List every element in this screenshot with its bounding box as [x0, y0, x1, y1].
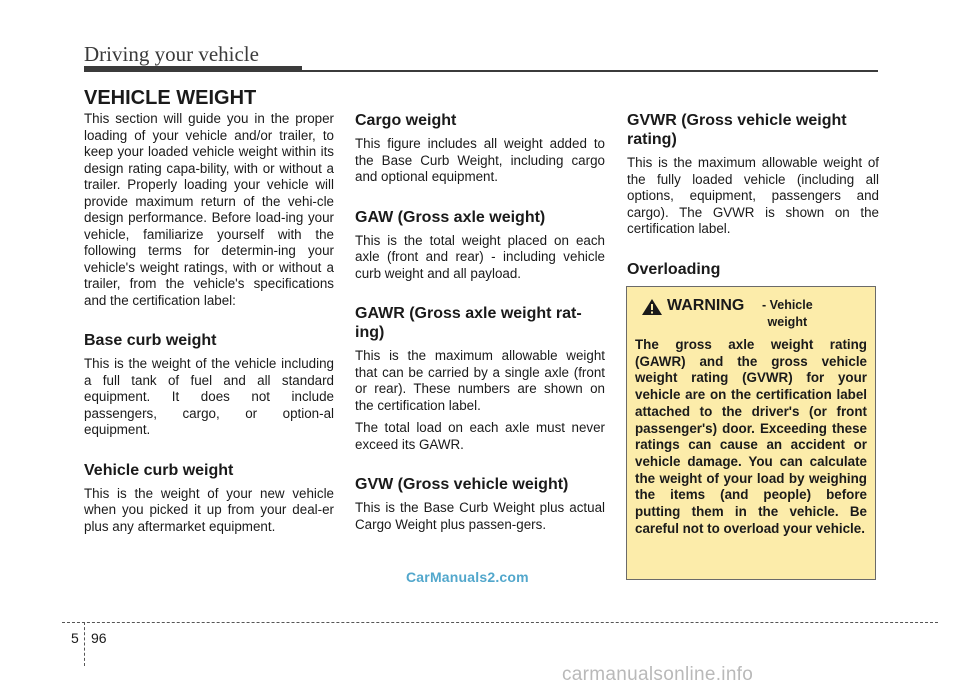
column-right	[627, 111, 879, 285]
overloading-heading: Overloading	[627, 260, 721, 278]
header-title: Driving your vehicle	[84, 42, 259, 66]
column-left	[84, 111, 334, 541]
vehicle-curb-heading: Vehicle curb weight	[84, 461, 234, 479]
warning-label: WARNING	[667, 297, 745, 314]
base-curb-paragraph: This is the weight of the vehicle including a full tank of fuel and all standard equipment. It does not include passengers, cargo, or option-al equipment.	[84, 356, 334, 437]
site-watermark: carmanualsonline.info	[562, 664, 754, 685]
gvwr-heading: GVWR (Gross vehicle weight rating)	[627, 112, 847, 148]
watermark-link[interactable]: CarManuals2.com	[406, 569, 529, 585]
header-rule-thick	[84, 66, 302, 72]
warning-subtitle: - Vehicle weight	[761, 298, 813, 329]
footer-divider	[84, 622, 85, 666]
footer-rule	[62, 622, 938, 623]
section-title: VEHICLE WEIGHT	[84, 87, 257, 109]
header-rule-thin	[302, 70, 878, 72]
gvwr-paragraph: This is the maximum allowable weight of the fully loaded vehicle (including all options, equipment, passengers and cargo). The GVWR is shown on the certification label.	[627, 155, 879, 236]
gawr-paragraph-1: This is the maximum allowable weight that can be carried by a single axle (front or rear). These numbers are shown on the certification label.	[355, 348, 605, 413]
column-middle	[355, 111, 605, 539]
page-number: 96	[91, 630, 107, 646]
warning-triangle-icon	[641, 298, 663, 316]
gawr-heading: GAWR (Gross axle weight rat-ing)	[355, 305, 582, 341]
chapter-number: 5	[71, 630, 79, 646]
gvw-heading: GVW (Gross vehicle weight)	[355, 476, 569, 493]
gvw-paragraph: This is the Base Curb Weight plus actual Cargo Weight plus passen-gers.	[355, 500, 605, 532]
warning-box	[626, 286, 876, 580]
gaw-heading: GAW (Gross axle weight)	[355, 208, 546, 226]
cargo-heading: Cargo weight	[355, 112, 457, 129]
warning-header	[635, 297, 867, 331]
gawr-paragraph-2: The total load on each axle must never exceed its GAWR.	[355, 420, 605, 452]
gaw-paragraph: This is the total weight placed on each axle (front and rear) - including vehicle curb weight and all payload.	[355, 232, 605, 281]
warning-text: The gross axle weight rating (GAWR) and the gross vehicle weight rating (GVWR) for your vehicle are on the certification label attached to the driver's (or front passenger's) door. Exceeding these ratings can cause an accident or vehicle damage. You can calculate the weight of your load by weighing the items (and people) before putting them in the vehicle. Be careful not to overload your vehicle.	[635, 337, 867, 536]
intro-paragraph: This section will guide you in the proper loading of your vehicle and/or trailer, to keep your loaded vehicle weight within its design rating capa-bility, with or without a trailer. Properly loading your vehicle will provide maximum return of the vehi-cle design performance. Before load-ing your vehicle, familiarize yourself with the following terms for determin-ing your vehicle's weight ratings, with or without a trailer, from the vehicle's specifications and the certification label:	[84, 111, 334, 308]
base-curb-heading: Base curb weight	[84, 332, 217, 349]
cargo-paragraph: This figure includes all weight added to the Base Curb Weight, including cargo and optional equipment.	[355, 136, 605, 184]
vehicle-curb-paragraph: This is the weight of your new vehicle when you picked it up from your deal-er plus any aftermarket equipment.	[84, 485, 334, 534]
